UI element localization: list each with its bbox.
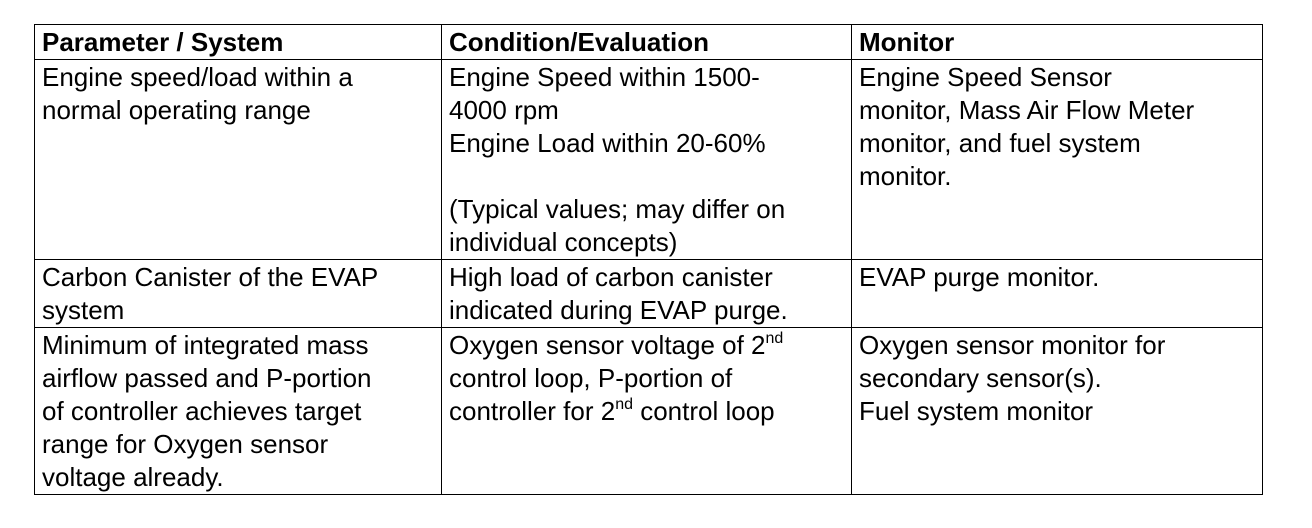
cell-text-line: Engine Speed Sensor bbox=[859, 62, 1112, 92]
header-condition-evaluation: Condition/Evaluation bbox=[442, 25, 852, 60]
cell-text-line: monitor, Mass Air Flow Meter bbox=[859, 95, 1195, 125]
cell-text-line: monitor, and fuel system bbox=[859, 128, 1141, 158]
line-text: Oxygen sensor voltage of 2 bbox=[449, 330, 766, 360]
cell-condition bbox=[442, 60, 852, 260]
ordinal-suffix: nd bbox=[615, 396, 633, 413]
cell-text-line: Engine speed/load within a bbox=[42, 62, 353, 92]
cell-text-line: Engine Speed within 1500- bbox=[449, 62, 760, 92]
cell-text-line: normal operating range bbox=[42, 95, 311, 125]
header-monitor: Monitor bbox=[852, 25, 1263, 60]
cell-text-line: EVAP purge monitor. bbox=[859, 262, 1100, 292]
cell-text-line: secondary sensor(s). bbox=[859, 363, 1102, 393]
cell-parameter bbox=[35, 260, 442, 328]
table-header-row bbox=[35, 25, 1263, 60]
cell-monitor bbox=[852, 60, 1263, 260]
line-text: control loop bbox=[632, 396, 775, 426]
cell-text-line: Fuel system monitor bbox=[859, 396, 1094, 426]
cell-text-line: Oxygen sensor monitor for bbox=[859, 330, 1166, 360]
line-text: controller for 2 bbox=[449, 396, 616, 426]
cell-text-line: control loop, P-portion of bbox=[449, 363, 733, 393]
header-parameter-system: Parameter / System bbox=[35, 25, 442, 60]
cell-text-line: monitor. bbox=[859, 161, 952, 191]
cell-note-line: individual concepts) bbox=[449, 227, 678, 257]
cell-text-line: range for Oxygen sensor bbox=[42, 429, 329, 459]
cell-text-line bbox=[449, 395, 844, 428]
cell-text-line: airflow passed and P-portion bbox=[42, 363, 372, 393]
table-row bbox=[35, 260, 1263, 328]
cell-text-line: 4000 rpm bbox=[449, 95, 559, 125]
cell-note-line: (Typical values; may differ on bbox=[449, 194, 786, 224]
cell-text-line: Carbon Canister of the EVAP bbox=[42, 262, 379, 292]
cell-text-line: High load of carbon canister bbox=[449, 262, 773, 292]
cell-text-line: Engine Load within 20-60% bbox=[449, 128, 766, 158]
table-row bbox=[35, 328, 1263, 495]
monitor-conditions-table bbox=[34, 24, 1263, 495]
table-row bbox=[35, 60, 1263, 260]
cell-text-line bbox=[449, 329, 844, 362]
cell-parameter bbox=[35, 328, 442, 495]
paragraph-gap bbox=[449, 160, 844, 193]
cell-parameter bbox=[35, 60, 442, 260]
cell-text-line: indicated during EVAP purge. bbox=[449, 295, 788, 325]
cell-text-line: of controller achieves target bbox=[42, 396, 362, 426]
cell-text-line: voltage already. bbox=[42, 462, 224, 492]
cell-monitor bbox=[852, 260, 1263, 328]
cell-condition bbox=[442, 260, 852, 328]
ordinal-suffix: nd bbox=[765, 330, 784, 347]
cell-text-line: Minimum of integrated mass bbox=[42, 330, 369, 360]
cell-text-line: system bbox=[42, 295, 125, 325]
cell-condition bbox=[442, 328, 852, 495]
cell-monitor bbox=[852, 328, 1263, 495]
